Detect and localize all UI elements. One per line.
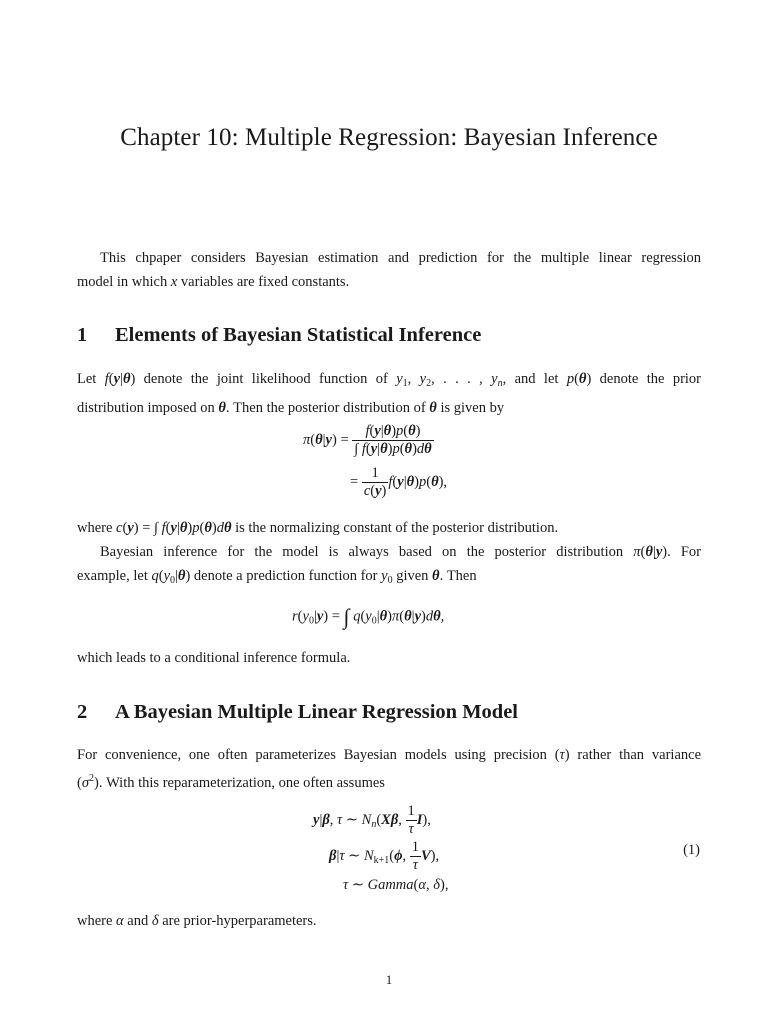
equation-number: (1): [683, 842, 700, 858]
posterior-equation-line-2: = $\frac{1}{c(y)}$ f(y|θ)p(θ),: [350, 465, 448, 499]
section-2-paragraph-1: [77, 743, 701, 795]
section-1-p3-line-1: Bayesian inference for the model is always based on the posterior distribution π(θ|y). For: [100, 544, 701, 560]
normalizing-fraction: $\frac{1}{c(y)}$: [363, 465, 387, 499]
section-2-number: 2: [77, 701, 88, 723]
model-equation-line-2: β|τ ∼ $N_{k+1}(\phi$, $\frac{1}{\tau}$ V),: [329, 839, 440, 873]
section-2-title: A Bayesian Multiple Linear Regression Model: [115, 701, 518, 723]
page-number: 1: [385, 972, 393, 987]
section-1-p3-line-2: example, let $q(y_0|\theta)$ denote a prediction function for $y_0$ given θ. Then: [77, 568, 477, 586]
posterior-equation-line-1: π(θ|y) = $\frac{f(y|\theta)p(\theta)}{\int f(y|\theta)p(\theta)d\theta}$: [303, 423, 432, 457]
section-1-p1-line-2: distribution imposed on θ. Then the posterior distribution of θ is given by: [77, 400, 505, 416]
section-2-p2-line: where α and δ are prior-hyperparameters.: [77, 913, 317, 929]
intro-line-2: model in which x variables are fixed constants.: [77, 274, 350, 290]
section-2-p1-line-1: For convenience, one often parameterizes Bayesian models using precision (τ) rather than variance: [77, 747, 702, 763]
section-1-paragraph-1: [77, 367, 701, 420]
section-1-number: 1: [77, 324, 88, 346]
section-2-paragraph-2: [77, 909, 701, 933]
page-title: Chapter 10: Multiple Regression: Bayesian Inference: [120, 124, 658, 151]
intro-line-1: This chpaper considers Bayesian estimation and prediction for the multiple linear regression: [100, 250, 701, 266]
section-2-p1-line-2: $(\sigma^2)$. With this reparameterization, one often assumes: [77, 773, 385, 791]
section-1-title: Elements of Bayesian Statistical Inference: [115, 324, 482, 346]
posterior-fraction: $\frac{f(y|\theta)p(\theta)}{\int f(y|\theta)p(\theta)d\theta}$: [354, 423, 432, 457]
intro-paragraph: [77, 246, 701, 294]
section-1-p4-line: which leads to a conditional inference formula.: [77, 650, 351, 666]
section-1-heading: [77, 324, 481, 347]
section-1-p2-line: where c(y) = ∫ f(y|θ)p(θ)dθ is the normalizing constant of the posterior distribution.: [77, 520, 559, 536]
section-1-paragraph-4: [77, 646, 701, 670]
prediction-equation: $r(y_0|y)$ = ∫ $q(y_0|\theta)\pi(\theta|y)d\theta$,: [292, 604, 445, 629]
section-1-p1-line-1: Let f(y|θ) denote the joint likelihood function of $y_1$, $y_2$, . . . , $y_n$, and let p(θ) denote the prior: [77, 371, 702, 389]
model-equation-line-3: τ ∼ Gamma(α, δ),: [343, 877, 449, 893]
model-equation-line-1: y|β, τ ∼ $N_n(X\beta$, $\frac{1}{\tau}$ I),: [313, 803, 431, 837]
section-2-heading: [77, 701, 518, 724]
section-1-paragraph-2: [77, 516, 701, 593]
